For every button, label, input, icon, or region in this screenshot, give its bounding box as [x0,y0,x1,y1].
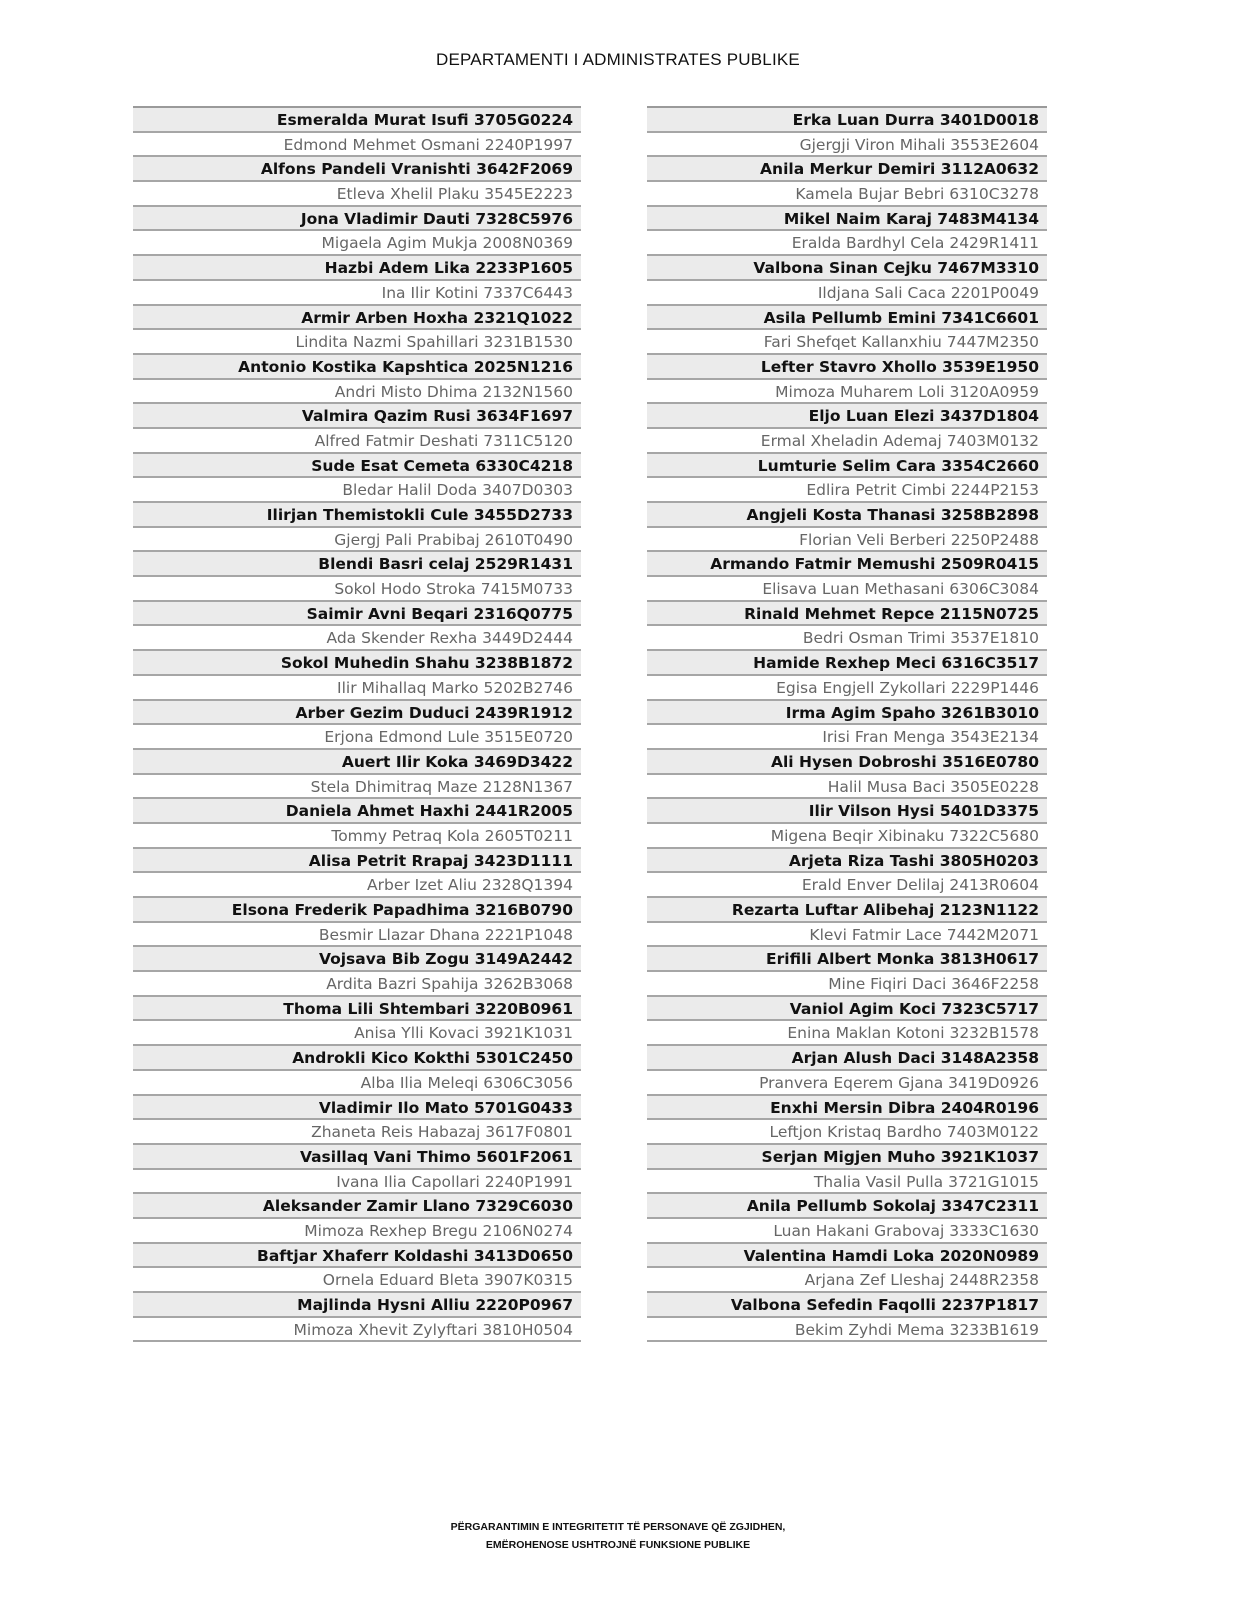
list-item: Erka Luan Durra 3401D0018 [647,108,1047,133]
list-item: Aleksander Zamir Llano 7329C6030 [133,1194,581,1219]
list-item: Ermal Xheladin Ademaj 7403M0132 [647,429,1047,454]
list-item: Saimir Avni Beqari 2316Q0775 [133,602,581,627]
list-item: Arjan Alush Daci 3148A2358 [647,1046,1047,1071]
list-item: Auert Ilir Koka 3469D3422 [133,750,581,775]
footer-line-1: PËRGARANTIMIN E INTEGRITETIT TË PERSONAVE QË ZGJIDHEN, [450,1521,786,1533]
list-item: Ada Skender Rexha 3449D2444 [133,626,581,651]
list-item: Erald Enver Delilaj 2413R0604 [647,873,1047,898]
list-item: Klevi Fatmir Lace 7442M2071 [647,923,1047,948]
list-item: Ilir Mihallaq Marko 5202B2746 [133,676,581,701]
list-item: Lumturie Selim Cara 3354C2660 [647,454,1047,479]
list-item: Elisava Luan Methasani 6306C3084 [647,577,1047,602]
list-item: Egisa Engjell Zykollari 2229P1446 [647,676,1047,701]
list-item: Bedri Osman Trimi 3537E1810 [647,626,1047,651]
list-item: Hamide Rexhep Meci 6316C3517 [647,651,1047,676]
list-item: Mimoza Muharem Loli 3120A0959 [647,380,1047,405]
list-item: Enxhi Mersin Dibra 2404R0196 [647,1096,1047,1121]
list-item: Stela Dhimitraq Maze 2128N1367 [133,775,581,800]
footer [0,1518,1236,1554]
list-item: Enina Maklan Kotoni 3232B1578 [647,1021,1047,1046]
right-name-list [647,106,1047,1342]
list-item: Alfons Pandeli Vranishti 3642F2069 [133,157,581,182]
list-item: Ornela Eduard Bleta 3907K0315 [133,1268,581,1293]
list-item: Rezarta Luftar Alibehaj 2123N1122 [647,898,1047,923]
list-item: Valmira Qazim Rusi 3634F1697 [133,404,581,429]
list-item: Ilirjan Themistokli Cule 3455D2733 [133,503,581,528]
list-item: Armir Arben Hoxha 2321Q1022 [133,306,581,331]
list-item: Anisa Ylli Kovaci 3921K1031 [133,1021,581,1046]
list-item: Antonio Kostika Kapshtica 2025N1216 [133,355,581,380]
list-item: Ina Ilir Kotini 7337C6443 [133,281,581,306]
list-item: Thalia Vasil Pulla 3721G1015 [647,1170,1047,1195]
list-item: Mimoza Rexhep Bregu 2106N0274 [133,1219,581,1244]
list-item: Anila Pellumb Sokolaj 3347C2311 [647,1194,1047,1219]
list-item: Vojsava Bib Zogu 3149A2442 [133,947,581,972]
list-item: Alfred Fatmir Deshati 7311C5120 [133,429,581,454]
list-item: Valbona Sinan Cejku 7467M3310 [647,256,1047,281]
list-item: Lefter Stavro Xhollo 3539E1950 [647,355,1047,380]
list-item: Eralda Bardhyl Cela 2429R1411 [647,231,1047,256]
list-item: Hazbi Adem Lika 2233P1605 [133,256,581,281]
list-item: Arber Izet Aliu 2328Q1394 [133,873,581,898]
list-item: Androkli Kico Kokthi 5301C2450 [133,1046,581,1071]
list-item: Erifili Albert Monka 3813H0617 [647,947,1047,972]
list-item: Besmir Llazar Dhana 2221P1048 [133,923,581,948]
list-item: Thoma Lili Shtembari 3220B0961 [133,997,581,1022]
list-item: Eljo Luan Elezi 3437D1804 [647,404,1047,429]
list-item: Asila Pellumb Emini 7341C6601 [647,306,1047,331]
list-item: Leftjon Kristaq Bardho 7403M0122 [647,1120,1047,1145]
footer-line-2: EMËROHENOSE USHTROJNË FUNKSIONE PUBLIKE [485,1539,751,1551]
list-item: Blendi Basri celaj 2529R1431 [133,552,581,577]
list-item: Erjona Edmond Lule 3515E0720 [133,725,581,750]
list-item: Edlira Petrit Cimbi 2244P2153 [647,478,1047,503]
list-item: Elsona Frederik Papadhima 3216B0790 [133,898,581,923]
list-item: Vaniol Agim Koci 7323C5717 [647,997,1047,1022]
list-item: Irma Agim Spaho 3261B3010 [647,701,1047,726]
list-item: Majlinda Hysni Alliu 2220P0967 [133,1293,581,1318]
list-item: Serjan Migjen Muho 3921K1037 [647,1145,1047,1170]
list-item: Alba Ilia Meleqi 6306C3056 [133,1071,581,1096]
list-item: Mine Fiqiri Daci 3646F2258 [647,972,1047,997]
list-item: Sokol Hodo Stroka 7415M0733 [133,577,581,602]
list-item: Lindita Nazmi Spahillari 3231B1530 [133,330,581,355]
list-item: Vasillaq Vani Thimo 5601F2061 [133,1145,581,1170]
list-item: Zhaneta Reis Habazaj 3617F0801 [133,1120,581,1145]
list-item: Fari Shefqet Kallanxhiu 7447M2350 [647,330,1047,355]
list-item: Daniela Ahmet Haxhi 2441R2005 [133,799,581,824]
list-item: Migaela Agim Mukja 2008N0369 [133,231,581,256]
list-item: Ali Hysen Dobroshi 3516E0780 [647,750,1047,775]
list-item: Mimoza Xhevit Zylyftari 3810H0504 [133,1318,581,1343]
list-item: Florian Veli Berberi 2250P2488 [647,528,1047,553]
list-item: Andri Misto Dhima 2132N1560 [133,380,581,405]
list-item: Luan Hakani Grabovaj 3333C1630 [647,1219,1047,1244]
list-item: Baftjar Xhaferr Koldashi 3413D0650 [133,1244,581,1269]
list-item: Gjergji Viron Mihali 3553E2604 [647,133,1047,158]
list-item: Ildjana Sali Caca 2201P0049 [647,281,1047,306]
list-item: Arjana Zef Lleshaj 2448R2358 [647,1268,1047,1293]
list-item: Bekim Zyhdi Mema 3233B1619 [647,1318,1047,1343]
list-item: Pranvera Eqerem Gjana 3419D0926 [647,1071,1047,1096]
list-item: Halil Musa Baci 3505E0228 [647,775,1047,800]
list-item: Ilir Vilson Hysi 5401D3375 [647,799,1047,824]
list-item: Arjeta Riza Tashi 3805H0203 [647,849,1047,874]
list-item: Arber Gezim Duduci 2439R1912 [133,701,581,726]
list-item: Ardita Bazri Spahija 3262B3068 [133,972,581,997]
list-item: Sokol Muhedin Shahu 3238B1872 [133,651,581,676]
list-item: Kamela Bujar Bebri 6310C3278 [647,182,1047,207]
list-item: Ivana Ilia Capollari 2240P1991 [133,1170,581,1195]
list-item: Armando Fatmir Memushi 2509R0415 [647,552,1047,577]
page-title: DEPARTAMENTI I ADMINISTRATES PUBLIKE [436,50,800,69]
list-item: Etleva Xhelil Plaku 3545E2223 [133,182,581,207]
list-item: Bledar Halil Doda 3407D0303 [133,478,581,503]
list-item: Vladimir Ilo Mato 5701G0433 [133,1096,581,1121]
list-item: Alisa Petrit Rrapaj 3423D1111 [133,849,581,874]
list-item: Tommy Petraq Kola 2605T0211 [133,824,581,849]
list-item: Irisi Fran Menga 3543E2134 [647,725,1047,750]
list-item: Esmeralda Murat Isufi 3705G0224 [133,108,581,133]
list-item: Edmond Mehmet Osmani 2240P1997 [133,133,581,158]
left-name-list [133,106,581,1342]
list-item: Sude Esat Cemeta 6330C4218 [133,454,581,479]
list-item: Angjeli Kosta Thanasi 3258B2898 [647,503,1047,528]
list-item: Valentina Hamdi Loka 2020N0989 [647,1244,1047,1269]
list-item: Mikel Naim Karaj 7483M4134 [647,207,1047,232]
list-item: Valbona Sefedin Faqolli 2237P1817 [647,1293,1047,1318]
list-item: Migena Beqir Xibinaku 7322C5680 [647,824,1047,849]
list-item: Anila Merkur Demiri 3112A0632 [647,157,1047,182]
list-item: Rinald Mehmet Repce 2115N0725 [647,602,1047,627]
list-item: Gjergj Pali Prabibaj 2610T0490 [133,528,581,553]
list-item: Jona Vladimir Dauti 7328C5976 [133,207,581,232]
